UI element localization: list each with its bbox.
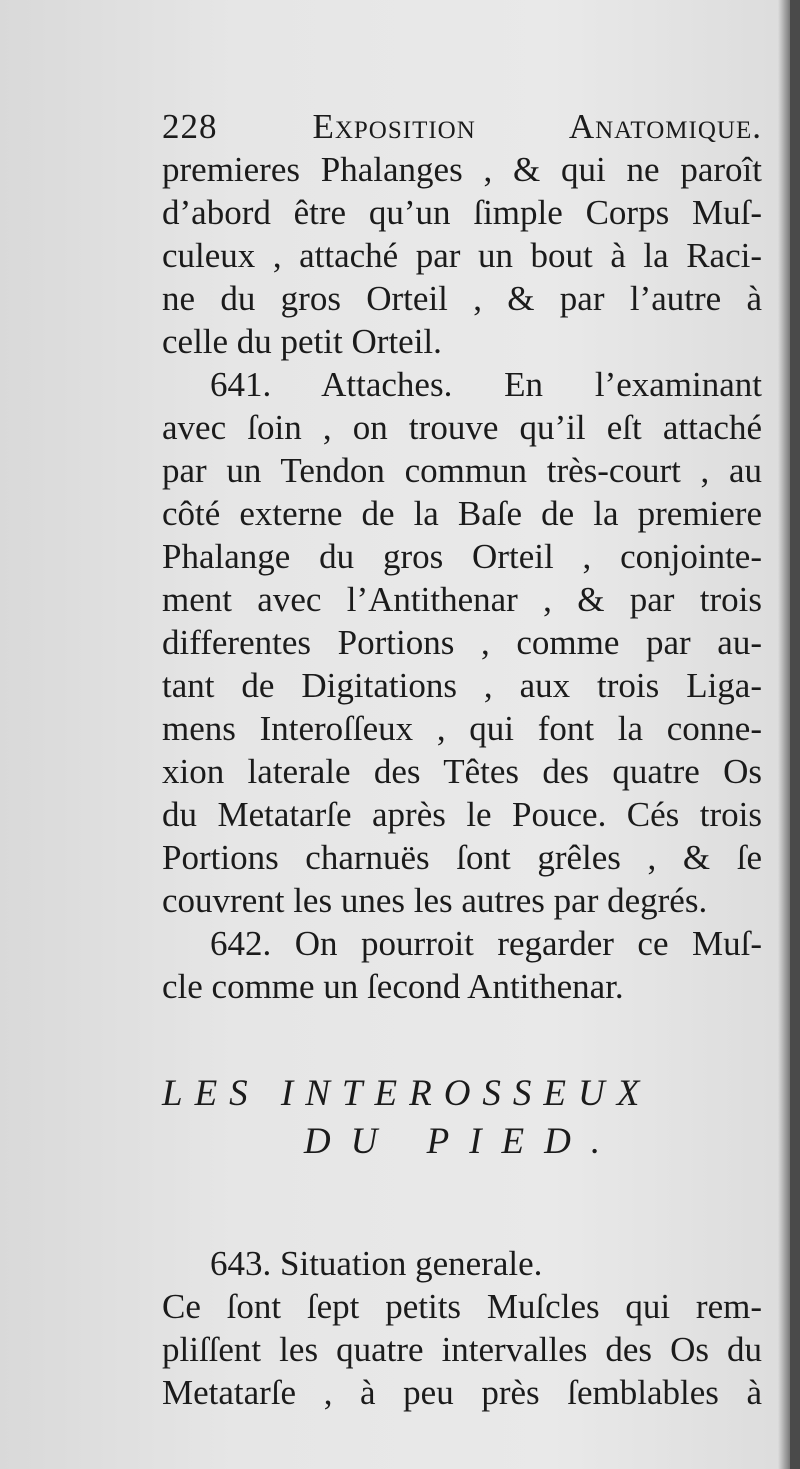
text-line: mens Interoſſeux , qui font la connе- <box>162 709 762 748</box>
section-heading: LES INTEROSSEUX <box>162 1073 652 1114</box>
text-line: premieres Phalanges , & qui ne paroît <box>162 150 762 189</box>
text-line: avec ſoin , on trouve qu’il eſt attaché <box>162 408 762 447</box>
text-line: culeux , attaché par un bout à la Raci- <box>162 236 762 275</box>
text-line: ment avec l’Antithenar , & par trois <box>162 580 762 619</box>
paragraph-643-start: 643. Situation generale. <box>210 1244 543 1283</box>
text-line: pliſſent les quatre intervalles des Os du <box>162 1330 762 1369</box>
text-line: tant de Digitations , aux trois Liga- <box>162 666 762 705</box>
text-line: cle comme un ſecond Antithenar. <box>162 967 624 1006</box>
text-line: differentes Portions , comme par au- <box>162 623 762 662</box>
text-line: par un Tendon commun très-court , au <box>162 451 762 490</box>
text-line: d’abord être qu’un ſimple Corps Muſ- <box>162 193 762 232</box>
text-line: xion laterale des Têtes des quatre Os <box>162 752 762 791</box>
section-heading-line-2: DU PIED. <box>303 1121 621 1162</box>
paragraph-641-start: 641. Attaches. En l’examinant <box>210 365 762 404</box>
page-edge-shadow <box>778 0 790 1469</box>
running-head: 228 Exposition Anatomique. <box>162 107 762 146</box>
paragraph-642-start: 642. On pourroit regarder ce Muſ- <box>210 924 762 963</box>
page-text <box>162 105 762 1414</box>
text-line: Ce ſont ſept petits Muſcles qui rem- <box>162 1287 762 1326</box>
text-line: Phalange du gros Orteil , conjointe- <box>162 537 762 576</box>
section-gap <box>162 1166 762 1242</box>
text-line: celle du petit Orteil. <box>162 322 442 361</box>
text-line: couvrent les unes les autres par degrés. <box>162 881 708 920</box>
text-line: Metatarſe , à peu près ſemblables à <box>162 1373 762 1412</box>
text-line: côté externe de la Baſe de la premiere <box>162 494 762 533</box>
text-line: ne du gros Orteil , & par l’autre à <box>162 279 762 318</box>
text-line: Portions charnuës ſont grêles , & ſe <box>162 838 762 877</box>
text-line: du Metatarſe après le Pouce. Cés trois <box>162 795 762 834</box>
